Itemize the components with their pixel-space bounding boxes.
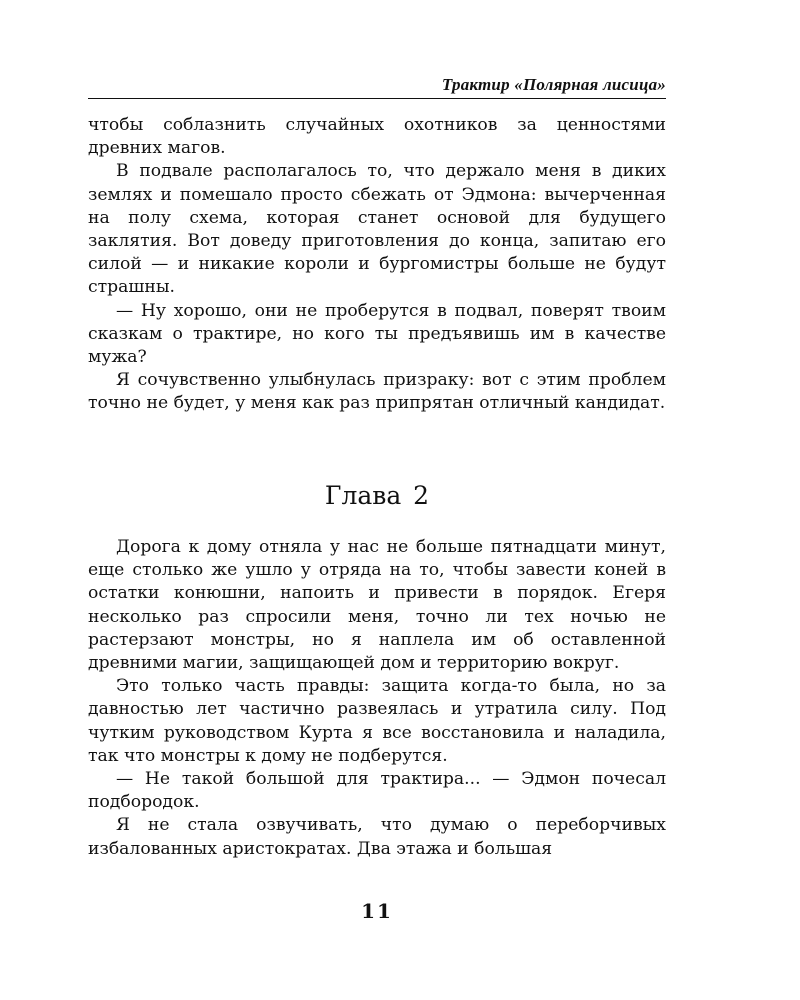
paragraph: Я сочувственно улыбнулась призраку: вот с этим проблем точно не будет, у меня как раз припрятан отличный кандидат. [88,370,666,414]
paragraph: Это только часть правды: защита когда-то была, но за давностью лет частично развеялась и утратила силу. Под чутким руководством Курта я все восстановила и наладила, так что монстры к дому не подберутся. [88,676,666,766]
paragraph: В подвале располагалось то, что держало меня в диких землях и помешало просто сбежать от Эдмона: вычерченная на полу схема, которая станет основой для будущего заклятия. Вот доведу приготовления до конца, запитаю его силой — и никакие короли и бургомистры больше не будут страшны. [88,161,666,298]
running-head: Трактир «Полярная лисица» [441,75,666,94]
page-number: 11 [361,899,393,923]
paragraph: — Не такой большой для трактира... — Эдмон почесал подбородок. [88,769,666,813]
text-block-before-chapter [88,114,666,416]
header-rule [88,98,666,99]
paragraph: — Ну хорошо, они не проберутся в подвал, поверят твоим сказкам о трактире, но кого ты предъявишь им в качестве мужа? [88,300,666,368]
paragraph: Дорога к дому отняла у нас не больше пятнадцати минут, еще столько же ушло у отряда на то, чтобы завести коней в остатки конюшни, напоить и привести в порядок. Егеря несколько раз спросили меня, точно ли тех ночью не растерзают монстры, но я наплела им об оставленной древними магии, защищающей дом и территорию вокруг. [88,537,666,674]
paragraph-continuation: чтобы соблазнить случайных охотников за ценностями древних магов. [88,115,666,159]
chapter-title: Глава 2 [324,481,430,510]
paragraph: Я не стала озвучивать, что думаю о переборчивых избалованных аристократах. Два этажа и большая [88,815,666,859]
text-block-chapter [88,536,666,861]
